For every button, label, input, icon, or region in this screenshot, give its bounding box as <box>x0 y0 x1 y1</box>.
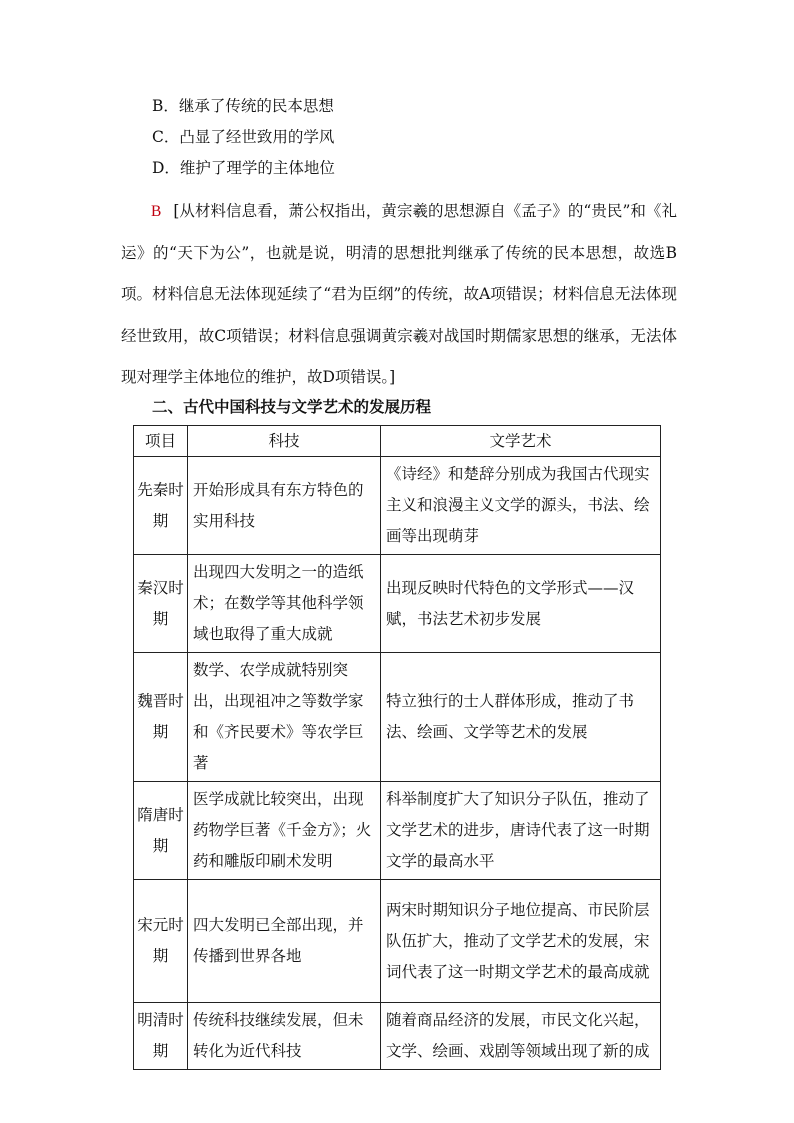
period-cell: 隋唐时期 <box>134 782 188 880</box>
option-b: B．继承了传统的民本思想 <box>152 97 334 115</box>
technology-cell: 开始形成具有东方特色的实用科技 <box>188 457 381 555</box>
table-header-row <box>134 426 661 457</box>
table-row <box>134 880 661 1003</box>
arts-cell: 特立独行的士人群体形成，推动了书法、绘画、文学等艺术的发展 <box>381 653 661 782</box>
arts-cell: 两宋时期知识分子地位提高、市民阶层队伍扩大，推动了文学艺术的发展，宋词代表了这一时期文学艺术的最高成就 <box>381 880 661 1003</box>
option-d: D．维护了理学的主体地位 <box>152 159 335 177</box>
period-cell: 宋元时期 <box>134 880 188 1003</box>
table-row <box>134 457 661 555</box>
header-item: 项目 <box>134 426 188 457</box>
table-row <box>134 653 661 782</box>
period-cell: 先秦时期 <box>134 457 188 555</box>
answer-letter: B <box>151 203 162 220</box>
technology-cell: 医学成就比较突出，出现药物学巨著《千金方》；火药和雕版印刷术发明 <box>188 782 381 880</box>
arts-cell: 出现反映时代特色的文学形式——汉赋，书法艺术初步发展 <box>381 555 661 653</box>
technology-cell: 四大发明已全部出现，并传播到世界各地 <box>188 880 381 1003</box>
table-row <box>134 1003 661 1070</box>
technology-cell: 出现四大发明之一的造纸术；在数学等其他科学领域也取得了重大成就 <box>188 555 381 653</box>
history-table <box>133 425 661 1070</box>
arts-cell: 《诗经》和楚辞分别成为我国古代现实主义和浪漫主义文学的源头，书法、绘画等出现萌芽 <box>381 457 661 555</box>
arts-cell: 随着商品经济的发展，市民文化兴起，文学、绘画、戏剧等领域出现了新的成 <box>381 1003 661 1070</box>
technology-cell: 传统科技继续发展，但未转化为近代科技 <box>188 1003 381 1070</box>
table-row <box>134 555 661 653</box>
header-literature-arts: 文学艺术 <box>381 426 661 457</box>
arts-cell: 科举制度扩大了知识分子队伍，推动了文学艺术的进步，唐诗代表了这一时期文学的最高水平 <box>381 782 661 880</box>
period-cell: 秦汉时期 <box>134 555 188 653</box>
period-cell: 魏晋时期 <box>134 653 188 782</box>
section-title: 二、古代中国科技与文学艺术的发展历程 <box>152 397 432 416</box>
option-c: C．凸显了经世致用的学风 <box>152 128 335 146</box>
period-cell: 明清时期 <box>134 1003 188 1070</box>
answer-explanation-block <box>121 191 677 399</box>
header-technology: 科技 <box>188 426 381 457</box>
table-row <box>134 782 661 880</box>
technology-cell: 数学、农学成就特别突出，出现祖冲之等数学家和《齐民要术》等农学巨著 <box>188 653 381 782</box>
answer-explanation: [从材料信息看，萧公权指出，黄宗羲的思想源自《孟子》的“贵民”和《礼运》的“天下为公”，也就是说，明清的思想批判继承了传统的民本思想，故选B项。材料信息无法体现延续了“君为臣纲”的传统，故A项错误；材料信息无法体现经世致用，故C项错误；材料信息强调黄宗羲对战国时期儒家思想的继承，无法体现对理学主体地位的维护，故D项错误。] <box>121 202 677 386</box>
